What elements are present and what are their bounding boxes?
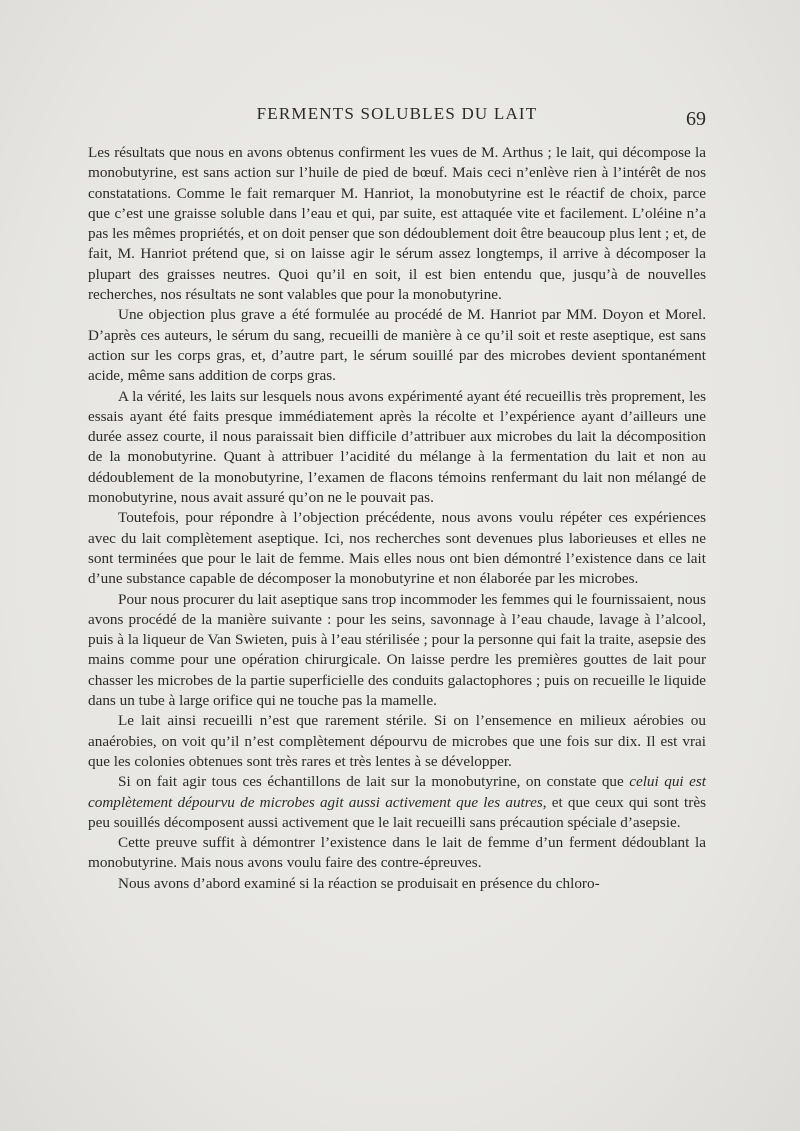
- paragraph: Le lait ainsi recueilli n’est que rarement stérile. Si on l’ensemence en milieux aérobies ou anaérobies, on voit qu’il n’est complètement dépourvu de microbes que une fois sur dix. Il est vrai que les colonies obtenues sont très rares et très lentes à se développer.: [88, 712, 706, 770]
- paragraph-text: , et que ceux qui sont très peu souillés décomposent aussi activement que le lait recueilli sans précaution spéciale d’asepsie.: [88, 793, 706, 831]
- paragraph: Nous avons d’abord examiné si la réaction se produisait en présence du chloro-: [118, 874, 600, 892]
- paragraph: Les résultats que nous en avons obtenus confirment les vues de M. Arthus ; le lait, qui décompose la monobutyrine, est sans action sur l’huile de pied de bœuf. Mais ceci n’enlève rien à l’intérêt de nos constatations. Comme le fait remarquer M. Hanriot, la monobutyrine est le réactif de choix, parce que c’est une graisse soluble dans l’eau et qui, par suite, est attaquée vite et facilement. L’oléine n’a pas les mêmes propriétés, et on doit penser que son dédoublement doit être beaucoup plus lent ; et, de fait, M. Hanriot prétend que, si on laisse agir le sérum assez longtemps, il arrive à décomposer la plupart des graisses neutres. Quoi qu’il en soit, il est bien entendu que, jusqu’à de nouvelles recherches, nos résultats ne sont valables que pour la monobutyrine.: [88, 144, 706, 304]
- running-title: FERMENTS SOLUBLES DU LAIT: [256, 104, 538, 123]
- body-text: [88, 143, 706, 894]
- paragraph-text: Si on fait agir tous ces échantillons de lait sur la monobutyrine, on constate que: [118, 773, 630, 791]
- paragraph: Toutefois, pour répondre à l’objection précédente, nous avons voulu répéter ces expériences avec du lait complètement aseptique. Ici, nos recherches sont devenues plus laborieuses et elles ne sont terminées que pour le lait de femme. Mais elles nous ont bien démontré l’existence dans ce lait d’une substance capable de décomposer la monobutyrine et non élaborée par les microbes.: [88, 509, 706, 588]
- paragraph: Cette preuve suffit à démontrer l’existence dans le lait de femme d’un ferment dédoublant la monobutyrine. Mais nous avons voulu faire des contre-épreuves.: [88, 834, 706, 872]
- paragraph: [88, 772, 706, 833]
- paragraph: Une objection plus grave a été formulée au procédé de M. Hanriot par MM. Doyon et Morel. D’après ces auteurs, le sérum du sang, recueilli de manière à ce qu’il soit et reste aseptique, est sans action sur les corps gras, et, d’autre part, le sérum souillé par des microbes devient spontanément acide, même sans addition de corps gras.: [88, 306, 706, 385]
- paragraph: Pour nous procurer du lait aseptique sans trop incommoder les femmes qui le fournissaient, nous avons procédé de la manière suivante : pour les seins, savonnage à l’eau chaude, lavage à l’alcool, puis à la liqueur de Van Swieten, puis à l’eau stérilisée ; pour la personne qui fait la traite, asepsie des mains comme pour une opération chirurgicale. On laisse perdre les premières gouttes de lait pour chasser les microbes de la partie superficielle des conduits galactophores ; puis on recueille le liquide dans un tube à large orifice qui ne touche pas la mamelle.: [88, 590, 706, 710]
- italic-emphasis: celui qui est complètement dépourvu de microbes agit aussi activement que les autres: [88, 773, 706, 811]
- page-number: 69: [686, 108, 706, 130]
- running-header: [88, 104, 706, 134]
- paragraph: A la vérité, les laits sur lesquels nous avons expérimenté ayant été recueillis très proprement, les essais ayant été faits presque immédiatement après la récolte et l’expérience ayant d’ailleurs une durée assez courte, il nous paraissait bien difficile d’attribuer aux microbes du lait la décomposition de la monobutyrine. Quant à attribuer l’acidité du mélange à la fermentation du lait et non au dédoublement de la monobutyrine, l’examen de flacons témoins renfermant du lait non mélangé de monobutyrine, nous avait assuré qu’on ne le pouvait pas.: [88, 387, 706, 507]
